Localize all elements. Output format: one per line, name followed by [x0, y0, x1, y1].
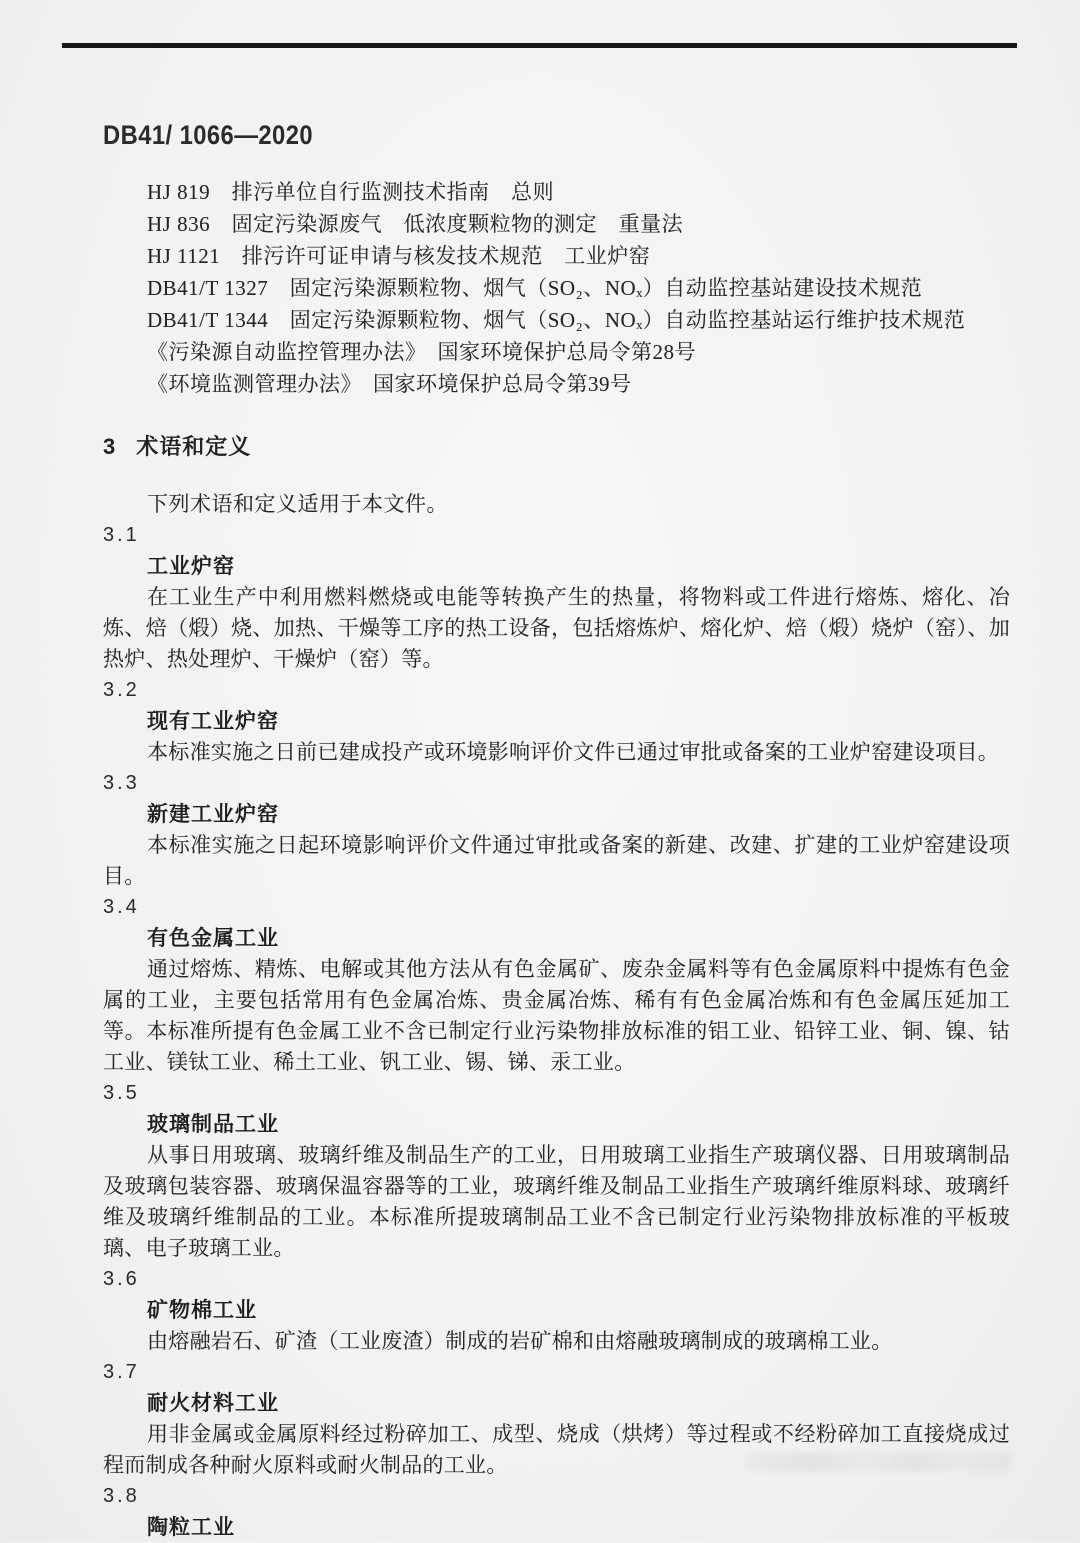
term-number: 3.3 — [103, 772, 140, 794]
term-name: 玻璃制品工业 — [147, 1113, 279, 1136]
term-definition: 本标准实施之日起环境影响评价文件通过审批或备案的新建、改建、扩建的工业炉窑建设项目。 — [103, 833, 1010, 888]
term-block — [103, 892, 1010, 1078]
term-number: 3.6 — [103, 1268, 140, 1290]
term-definition: 由熔融岩石、矿渣（工业废渣）制成的岩矿棉和由熔融玻璃制成的玻璃棉工业。 — [147, 1329, 893, 1353]
term-definition: 在工业生产中利用燃料燃烧或电能等转换产生的热量，将物料或工件进行熔炼、熔化、冶炼、焙（煅）烧、加热、干燥等工序的热工设备，包括熔炼炉、熔化炉、焙（煅）烧炉（窑）、加热炉、热处理炉、干燥炉（窑）等。 — [103, 585, 1010, 671]
term-definition: 本标准实施之日前已建成投产或环境影响评价文件已通过审批或备案的工业炉窑建设项目。 — [147, 740, 999, 764]
reference-item: DB41/T 1344 固定污染源颗粒物、烟气（SO₂、NOₓ）自动监控基站运行维护技术规范 — [147, 308, 966, 332]
section-number: 3 — [103, 434, 117, 459]
term-name: 陶粒工业 — [147, 1516, 235, 1539]
term-block — [103, 768, 1010, 892]
term-number: 3.5 — [103, 1082, 140, 1104]
term-block — [103, 520, 1010, 675]
term-number: 3.8 — [103, 1485, 140, 1507]
term-block — [103, 1481, 1010, 1543]
term-name: 矿物棉工业 — [147, 1299, 257, 1322]
term-block — [103, 675, 1010, 768]
term-number: 3.1 — [103, 524, 140, 546]
section-heading — [103, 432, 1010, 462]
term-name: 工业炉窑 — [147, 555, 235, 578]
term-definition: 通过熔炼、精炼、电解或其他方法从有色金属矿、废杂金属料等有色金属原料中提炼有色金属的工业，主要包括常用有色金属冶炼、贵金属冶炼、稀有有色金属冶炼和有色金属压延加工等。本标准所提有色金属工业不含已制定行业污染物排放标准的铝工业、铅锌工业、铜、镍、钴工业、镁钛工业、稀土工业、钒工业、锡、锑、汞工业。 — [103, 957, 1010, 1074]
reference-item: 《污染源自动监控管理办法》 国家环境保护总局令第28号 — [147, 340, 696, 364]
doc-number-row — [103, 120, 1010, 150]
term-name: 现有工业炉窑 — [147, 710, 279, 733]
scan-artifact — [745, 1452, 1010, 1472]
reference-item: 《环境监测管理办法》 国家环境保护总局令第39号 — [147, 372, 632, 396]
reference-item: HJ 819 排污单位自行监测技术指南 总则 — [147, 180, 555, 204]
reference-item: HJ 836 固定污染源废气 低浓度颗粒物的测定 重量法 — [147, 212, 684, 236]
term-number: 3.7 — [103, 1361, 140, 1383]
section-title: 术语和定义 — [136, 434, 252, 459]
term-name: 新建工业炉窑 — [147, 803, 279, 826]
term-block — [103, 1078, 1010, 1264]
term-name: 有色金属工业 — [147, 927, 279, 950]
term-definition: 从事日用玻璃、玻璃纤维及制品生产的工业，日用玻璃工业指生产玻璃仪器、日用玻璃制品及玻璃包装容器、玻璃保温容器等的工业，玻璃纤维及制品工业指生产玻璃纤维原料球、玻璃纤维及玻璃纤维制品的工业。本标准所提玻璃制品工业不含已制定行业污染物排放标准的平板玻璃、电子玻璃工业。 — [103, 1143, 1010, 1260]
term-name: 耐火材料工业 — [147, 1392, 279, 1415]
terms-intro: 下列术语和定义适用于本文件。 — [147, 492, 448, 516]
term-block — [103, 1264, 1010, 1357]
term-number: 3.2 — [103, 679, 140, 701]
term-definition: 用非金属或金属原料经过粉碎加工、成型、烧成（烘烤）等过程或不经粉碎加工直接烧成过程而制成各种耐火原料或耐火制品的工业。 — [103, 1422, 1010, 1477]
reference-list — [103, 176, 1010, 400]
doc-number: DB41/ 1066—2020 — [103, 120, 314, 150]
term-number: 3.4 — [103, 896, 140, 918]
header-rule — [62, 43, 1017, 48]
reference-item: HJ 1121 排污许可证申请与核发技术规范 工业炉窑 — [147, 244, 651, 268]
reference-item: DB41/T 1327 固定污染源颗粒物、烟气（SO₂、NOₓ）自动监控基站建设技术规范 — [147, 276, 923, 300]
